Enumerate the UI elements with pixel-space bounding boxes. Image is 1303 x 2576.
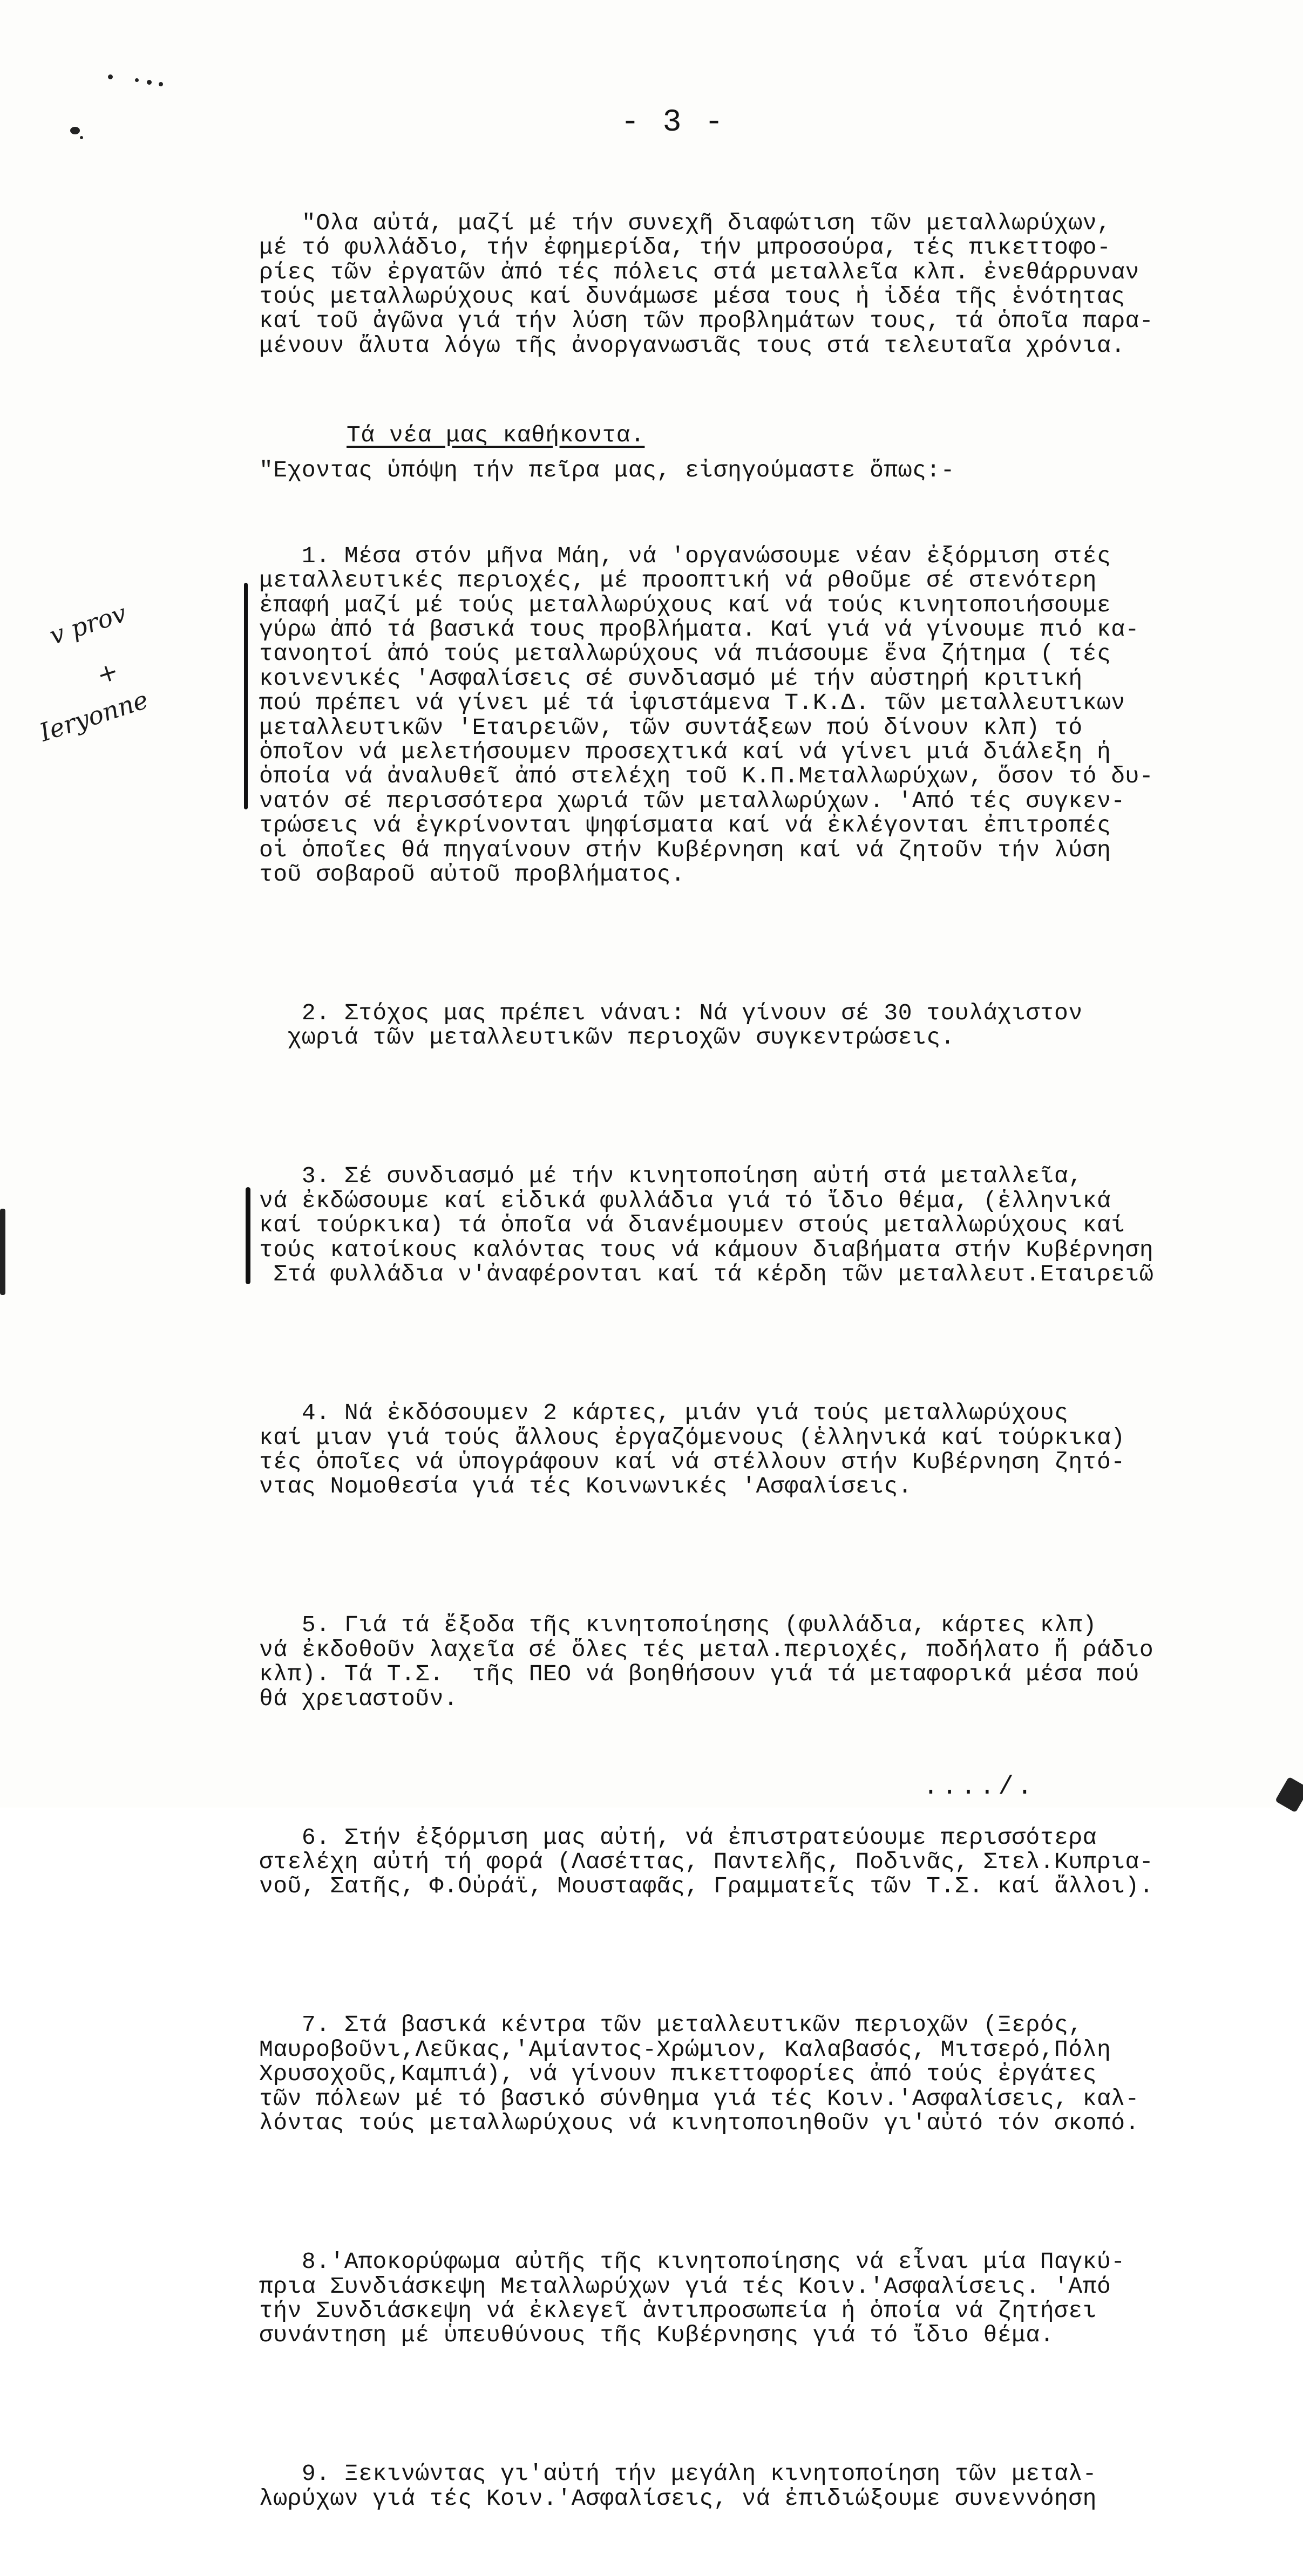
paragraph-intro — [259, 162, 1290, 407]
text-line: μέ τό φυλλάδιο, τήν ἐφημερίδα, τήν μπροσούρα, τές πικεττοφο- — [259, 234, 1111, 261]
list-item-3 — [259, 1115, 1290, 1336]
text-line: λόντας τούς μεταλλωρύχους νά κινητοποιηθοῦν γι'αὐτό τόν σκοπό. — [259, 2110, 1139, 2137]
text-line: οἱ ὁποῖες θά πηγαίνουν στήν Κυβέρνηση καί νά ζητοῦν τήν λύση — [259, 836, 1111, 863]
text-line: τούς μεταλλωρύχους καί δυνάμωσε μέσα τους ἡ ἰδέα τῆς ἑνότητας — [259, 283, 1125, 310]
text-line: Μαυροβοῦνι,Λεῦκας,'Αμίαντος-Χρώμιον, Καλαβασός, Μιτσερό,Πόλη — [259, 2036, 1111, 2063]
text-line: ἐπαφή μαζί μέ τούς μεταλλωρύχους καί νά τούς κινητοποιήσουμε — [259, 591, 1111, 618]
margin-marker-bar — [246, 1187, 250, 1284]
text-line: μεταλλευτικῶν 'Εταιρειῶν, τῶν συντάξεων πού δίνουν κλπ) τό — [259, 714, 1083, 741]
text-line: 5. Γιά τά ἔξοδα τῆς κινητοποίησης (φυλλάδια, κάρτες κλπ) — [259, 1612, 1097, 1639]
text-line: ὁποῖον νά μελετήσουμεν προσεχτικά καί νά γίνει μιά διάλεξη ἡ — [259, 738, 1111, 765]
text-line: Χρυσοχοῦς,Καμπιά), νά γίνουν πικεττοφορίες ἀπό τούς ἐργάτες — [259, 2061, 1097, 2088]
list-item-2 — [259, 952, 1290, 1099]
scan-speck — [108, 74, 113, 79]
text-line: τήν Συνδιάσκεψη νά ἐκλεγεῖ ἀντιπροσωπεία ἡ ὁποία νά ζητήσει — [259, 2297, 1097, 2324]
text-line: 2. Στόχος μας πρέπει νάναι: Νά γίνουν σέ 30 τουλάχιστον — [259, 1000, 1083, 1026]
text-line: κλπ). Τά Τ.Σ. τῆς ΠΕΟ νά βοηθήσουν γιά τά μεταφορικά μέσα πού — [259, 1661, 1139, 1688]
margin-marker-bar — [244, 583, 248, 809]
text-line: τανοητοί ἀπό τούς μεταλλωρύχους νά πιάσουμε ἕνα ζήτημα ( τές — [259, 640, 1111, 667]
text-line: μεταλλευτικές περιοχές, μέ προοπτική νά ρθοῦμε σέ στενότερη — [259, 567, 1097, 594]
text-line: τῶν πόλεων μέ τό βασικό σύνθημα γιά τές Κοιν.'Ασφαλίσεις, καλ- — [259, 2085, 1139, 2112]
scan-speck — [80, 136, 83, 139]
scan-speck — [135, 78, 139, 82]
list-item-5 — [259, 1564, 1290, 1760]
text-line: γύρω ἀπό τά βασικά τους προβλήματα. Καί γιά νά γίνουμε πιό κα- — [259, 616, 1139, 643]
scan-speck — [159, 82, 163, 86]
text-line: νοῦ, Σατῆς, Φ.Οὐράϊ, Μουσταφᾶς, Γραμματεῖς τῶν Τ.Σ. καί ἄλλοι). — [259, 1873, 1154, 1900]
text-line: μένουν ἄλυτα λόγω τῆς ἀνοργανωσιᾶς τους στά τελευταῖα χρόνια. — [259, 332, 1125, 359]
list-item-7 — [259, 1964, 1290, 2185]
text-line: 7. Στά βασικά κέντρα τῶν μεταλλευτικῶν περιοχῶν (Ξερός, — [259, 2012, 1083, 2039]
text-line: χωριά τῶν μεταλλευτικῶν περιοχῶν συγκεντρώσεις. — [259, 1024, 955, 1051]
list-item-6 — [259, 1776, 1290, 1948]
continuation-mark: ..../. — [923, 1773, 1036, 1802]
text-line: λωρύχων γιά τές Κοιν.'Ασφαλίσεις, νά ἐπιδιώξουμε συνεννόηση — [259, 2485, 1097, 2512]
text-line: πού πρέπει νά γίνει μέ τά ἰφιστάμενα Τ.Κ.Δ. τῶν μεταλλευτικων — [259, 690, 1125, 717]
text-line: νά ἐκδοθοῦν λαχεῖα σέ ὅλες τές μεταλ.περιοχές, ποδήλατο ἤ ράδιο — [259, 1636, 1154, 1663]
margin-note-line: Ieryonne — [36, 685, 152, 747]
text-line: θά χρειαστοῦν. — [259, 1685, 458, 1712]
margin-note-line: + — [93, 656, 122, 690]
margin-note-line: v prov — [46, 598, 130, 651]
text-line: ὁποία νά ἀναλυθεῖ ἀπό στελέχη τοῦ Κ.Π.Μεταλλωρύχων, ὅσον τό δυ- — [259, 763, 1154, 790]
text-line: "Ολα αὐτά, μαζί μέ τήν συνεχῆ διαφώτιση τῶν μεταλλωρύχων, — [259, 209, 1111, 236]
scan-speck — [147, 80, 152, 85]
list-item-8 — [259, 2200, 1290, 2396]
text-line: τοῦ σοβαροῦ αὐτοῦ προβλήματος. — [259, 861, 686, 888]
list-item-9 — [259, 2413, 1290, 2560]
text-line: τούς κατοίκους καλόντας τους νά κάμουν διαβήματα στήν Κυβέρνηση — [259, 1236, 1154, 1263]
text-line: Στά φυλλάδια ν'ἀναφέρονται καί τά κέρδη τῶν μεταλλευτ.Εταιρειῶ — [259, 1261, 1154, 1288]
text-line: 4. Νά ἐκδόσουμεν 2 κάρτες, μιάν γιά τούς μεταλλωρύχους — [259, 1400, 1069, 1427]
list-item-4 — [259, 1352, 1290, 1548]
text-line: πρια Συνδιάσκεψη Μεταλλωρύχων γιά τές Κοιν.'Ασφαλίσεις. 'Από — [259, 2273, 1111, 2300]
text-line: 9. Ξεκινώντας γι'αὐτή τήν μεγάλη κινητοποίηση τῶν μεταλ- — [259, 2461, 1097, 2488]
text-line: ρίες τῶν ἐργατῶν ἀπό τές πόλεις στά μεταλλεῖα κλπ. ἐνεθάρρυναν — [259, 258, 1139, 285]
section-intro: "Εχοντας ὑπόψη τήν πεῖρα μας, εἰσηγούμαστε ὅπως:- — [259, 457, 955, 484]
text-line: καί τοῦ ἀγῶνα γιά τήν λύση τῶν προβλημάτων τους, τά ὁποῖα παρα- — [259, 308, 1154, 335]
section-heading: Τά νέα μας καθήκοντα. — [347, 422, 645, 449]
text-line: καί τούρκικα) τά ὁποῖα νά διανέμουμεν στούς μεταλλωρύχους καί — [259, 1212, 1125, 1239]
text-line: νά ἐκδώσουμε καί εἰδικά φυλλάδια γιά τό ἴδιο θέμα, (ἑλληνικά — [259, 1187, 1111, 1214]
text-line: στελέχη αὐτή τή φορά (Λασέττας, Παντελῆς, Ποδινᾶς, Στελ.Κυπρια- — [259, 1849, 1154, 1875]
text-line: 6. Στήν ἐξόρμιση μας αὐτή, νά ἐπιστρατεύουμε περισσότερα — [259, 1824, 1097, 1851]
document-body — [259, 162, 1290, 2576]
list-item-1 — [259, 495, 1290, 936]
text-line: 3. Σέ συνδιασμό μέ τήν κινητοποίηση αὐτή στά μεταλλεῖα, — [259, 1163, 1083, 1190]
text-line: ντας Νομοθεσία γιά τές Κοινωνικές 'Ασφαλίσεις. — [259, 1473, 912, 1500]
text-line: νατόν σέ περισσότερα χωριά τῶν μεταλλωρύχων. 'Από τές συγκεν- — [259, 787, 1125, 814]
text-line: 1. Μέσα στόν μῆνα Μάη, νά 'οργανώσουμε νέαν ἐξόρμιση στές — [259, 542, 1111, 569]
scan-edge-mark — [0, 1209, 5, 1295]
handwritten-margin-note — [32, 599, 216, 777]
text-line: τές ὁποῖες νά ὑπογράφουν καί νά στέλλουν στήν Κυβέρνηση ζητό- — [259, 1448, 1125, 1475]
text-line: καί μιαν γιά τούς ἄλλους ἐργαζόμενους (ἑλληνικά καί τούρκικα) — [259, 1424, 1125, 1451]
text-line: τρώσεις νά ἐγκρίνονται ψηφίσματα καί νά ἐκλέγονται ἐπιτροπές — [259, 812, 1111, 839]
text-line: συνάντηση μέ ὑπευθύνους τῆς Κυβέρνησης γιά τό ἴδιο θέμα. — [259, 2322, 1055, 2349]
text-line: κοινενικές 'Ασφαλίσεις σέ συνδιασμό μέ τήν αὐστηρή κριτική — [259, 665, 1083, 692]
scan-speck — [70, 127, 80, 134]
text-line: 8.'Αποκορύφωμα αὐτῆς τῆς κινητοποίησης νά εἶναι μία Παγκύ- — [259, 2248, 1125, 2275]
page-number: - 3 - — [621, 105, 726, 140]
